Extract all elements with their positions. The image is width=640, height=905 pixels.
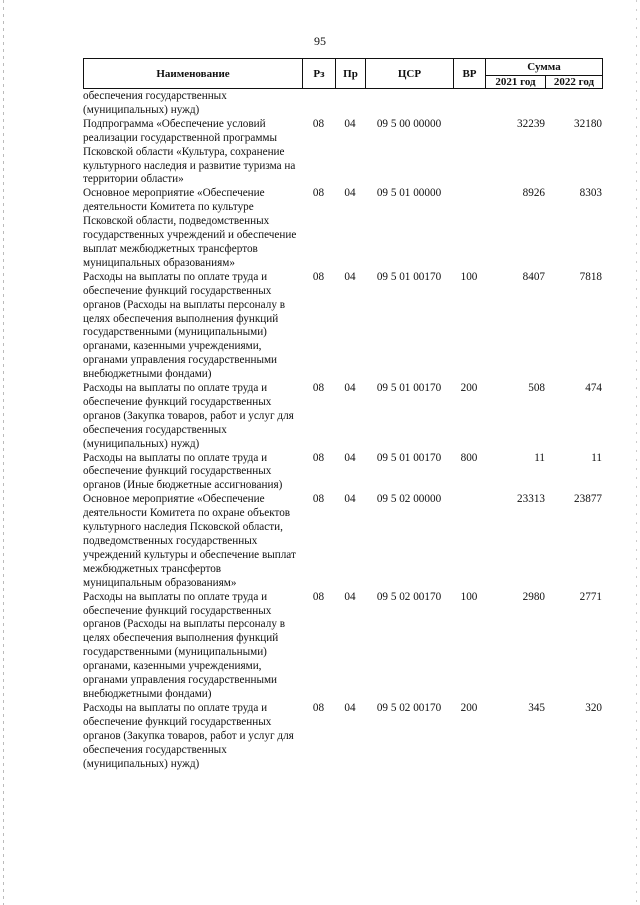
table-row bbox=[83, 382, 602, 452]
row-name: Подпрограмма «Обеспечение условий реализации государственной программы Псковской области «Культура, сохранение культурного наследия и развитие туризма на территории области» bbox=[83, 117, 296, 186]
row-csr: 09 5 01 00170 bbox=[376, 451, 442, 464]
header-year-2021: 2021 год bbox=[486, 76, 546, 89]
row-sum-2022: 2771 bbox=[579, 590, 602, 603]
table-row bbox=[83, 271, 602, 382]
row-csr: 09 5 00 00000 bbox=[376, 117, 442, 130]
table-header bbox=[83, 58, 603, 89]
row-name: Основное мероприятие «Обеспечение деятельности Комитета по культуре Псковской области, подведомственных государственных учреждений и обеспечение выплат межбюджетных трансфертов муниципальных образованиям» bbox=[83, 187, 297, 269]
header-name: Наименование bbox=[84, 59, 303, 89]
row-vr bbox=[453, 187, 485, 270]
header-csr: ЦСР bbox=[366, 59, 454, 89]
row-sum-2022 bbox=[545, 90, 602, 118]
row-rz: 08 bbox=[312, 451, 325, 464]
table-row bbox=[83, 591, 602, 702]
row-sum-2022: 320 bbox=[585, 701, 602, 714]
row-pr: 04 bbox=[344, 187, 356, 200]
row-pr: 04 bbox=[344, 382, 356, 395]
row-rz: 08 bbox=[312, 701, 325, 714]
row-rz: 08 bbox=[312, 590, 325, 603]
row-pr: 04 bbox=[344, 117, 356, 130]
row-name: Расходы на выплаты по оплате труда и обеспечение функций государственных органов (Закупка товаров, работ и услуг для обеспечения государственных (муниципальных) нужд) bbox=[83, 701, 294, 770]
row-sum-2021: 32239 bbox=[517, 117, 545, 130]
scan-edge-left bbox=[3, 0, 4, 905]
row-sum-2021: 345 bbox=[528, 701, 545, 714]
row-sum-2021: 8926 bbox=[522, 187, 545, 200]
row-csr: 09 5 01 00170 bbox=[376, 382, 442, 395]
row-pr: 04 bbox=[344, 701, 356, 714]
row-sum-2021: 508 bbox=[528, 382, 545, 395]
page-number: 95 bbox=[314, 34, 326, 48]
row-csr: 09 5 01 00170 bbox=[376, 270, 442, 283]
row-sum-2021: 8407 bbox=[522, 270, 545, 283]
row-name: Расходы на выплаты по оплате труда и обеспечение функций государственных органов (Закупка товаров, работ и услуг для обеспечения государственных (муниципальных) нужд) bbox=[83, 382, 294, 450]
row-csr: 09 5 01 00000 bbox=[376, 187, 442, 200]
header-pr: Пр bbox=[336, 59, 366, 89]
scan-edge-right bbox=[636, 0, 637, 905]
row-rz: 08 bbox=[312, 270, 325, 283]
row-rz: 08 bbox=[312, 187, 325, 200]
row-vr bbox=[453, 118, 485, 188]
row-vr: 200 bbox=[460, 382, 478, 395]
row-name: Расходы на выплаты по оплате труда и обеспечение функций государственных органов (Расходы на выплаты персоналу в целях обеспечения выполнения функций государственными (муниципальными) органами, казенными учреждениями, органами управления государственными внебюджетными фондами) bbox=[83, 270, 285, 381]
row-pr: 04 bbox=[344, 270, 356, 283]
row-name: обеспечения государственных (муниципальных) нужд) bbox=[83, 90, 227, 116]
table-row bbox=[83, 452, 602, 494]
row-vr: 100 bbox=[460, 590, 478, 603]
row-vr: 800 bbox=[460, 451, 478, 464]
header-year-2022: 2022 год bbox=[546, 76, 603, 89]
row-csr: 09 5 02 00170 bbox=[376, 701, 442, 714]
row-pr bbox=[335, 90, 365, 118]
table-row bbox=[83, 493, 602, 590]
row-sum-2022: 7818 bbox=[579, 270, 602, 283]
row-csr bbox=[365, 90, 453, 118]
row-name: Расходы на выплаты по оплате труда и обеспечение функций государственных органов (Иные бюджетные ассигнования) bbox=[83, 451, 283, 492]
header-vr: ВР bbox=[454, 59, 486, 89]
row-rz: 08 bbox=[312, 493, 325, 506]
row-sum-2021: 2980 bbox=[522, 590, 545, 603]
row-pr: 04 bbox=[344, 590, 356, 603]
row-sum-2022: 32180 bbox=[574, 117, 602, 130]
row-sum-2021: 23313 bbox=[517, 493, 545, 506]
row-sum-2022: 8303 bbox=[579, 187, 602, 200]
table-row bbox=[83, 118, 602, 188]
row-sum-2021: 11 bbox=[534, 451, 545, 464]
row-sum-2021 bbox=[485, 90, 545, 118]
row-rz bbox=[302, 90, 335, 118]
row-sum-2022: 23877 bbox=[574, 493, 602, 506]
row-vr: 100 bbox=[460, 270, 478, 283]
row-sum-2022: 11 bbox=[591, 451, 602, 464]
header-rz: Рз bbox=[303, 59, 336, 89]
table-row bbox=[83, 702, 602, 772]
row-rz: 08 bbox=[312, 117, 325, 130]
budget-table bbox=[83, 90, 602, 771]
row-csr: 09 5 02 00000 bbox=[376, 493, 442, 506]
row-name: Основное мероприятие «Обеспечение деятельности Комитета по охране объектов культурного наследия Псковской области, подведомственных государственных учреждений культуры и обеспечение выплат межбюджетных трансфертов муниципальным образованиям» bbox=[83, 493, 296, 589]
row-pr: 04 bbox=[344, 493, 356, 506]
row-pr: 04 bbox=[344, 451, 356, 464]
table-row bbox=[83, 187, 602, 270]
row-csr: 09 5 02 00170 bbox=[376, 590, 442, 603]
row-sum-2022: 474 bbox=[585, 382, 602, 395]
row-vr: 200 bbox=[460, 701, 478, 714]
row-vr bbox=[453, 90, 485, 118]
row-rz: 08 bbox=[312, 382, 325, 395]
table-row bbox=[83, 90, 602, 118]
header-sum: Сумма bbox=[486, 59, 603, 76]
row-vr bbox=[453, 493, 485, 590]
row-name: Расходы на выплаты по оплате труда и обеспечение функций государственных органов (Расходы на выплаты персоналу в целях обеспечения выполнения функций государственными (муниципальными) органами, казенными учреждениями, органами управления государственными внебюджетными фондами) bbox=[83, 590, 285, 700]
